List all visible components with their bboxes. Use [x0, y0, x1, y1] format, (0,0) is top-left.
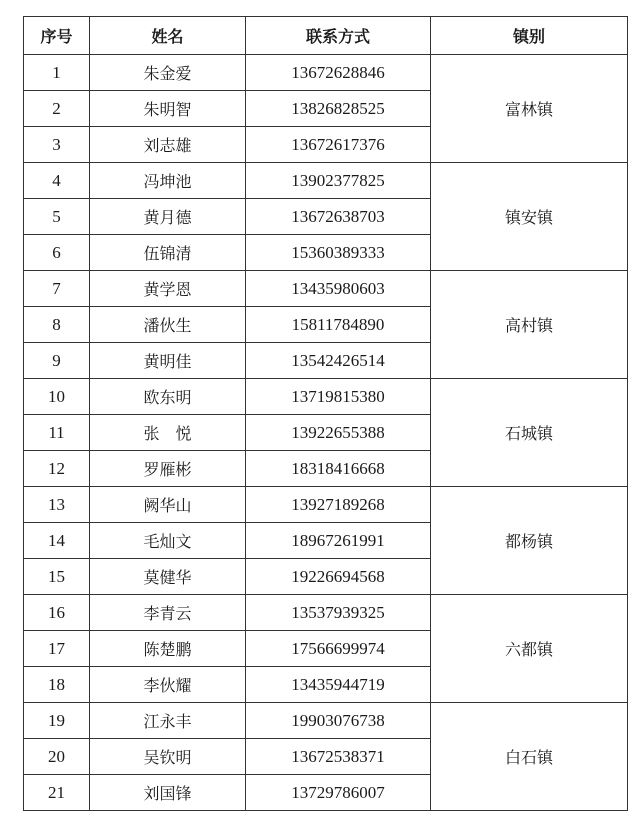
row-index: 19	[24, 703, 90, 739]
row-index: 7	[24, 271, 90, 307]
person-name: 张 悦	[90, 415, 246, 451]
person-name: 黄月德	[90, 199, 246, 235]
phone-number: 17566699974	[246, 631, 431, 667]
person-name: 李青云	[90, 595, 246, 631]
row-index: 5	[24, 199, 90, 235]
town-name: 白石镇	[431, 703, 628, 811]
row-index: 4	[24, 163, 90, 199]
phone-number: 13672617376	[246, 127, 431, 163]
person-name: 江永丰	[90, 703, 246, 739]
row-index: 21	[24, 775, 90, 811]
row-index: 8	[24, 307, 90, 343]
phone-number: 19903076738	[246, 703, 431, 739]
row-index: 2	[24, 91, 90, 127]
phone-number: 13672538371	[246, 739, 431, 775]
town-name: 都杨镇	[431, 487, 628, 595]
person-name: 黄明佳	[90, 343, 246, 379]
row-index: 1	[24, 55, 90, 91]
person-name: 毛灿文	[90, 523, 246, 559]
phone-number: 13902377825	[246, 163, 431, 199]
header-contact: 联系方式	[246, 17, 431, 55]
person-name: 黄学恩	[90, 271, 246, 307]
town-name: 富林镇	[431, 55, 628, 163]
header-row	[24, 17, 628, 55]
phone-number: 18967261991	[246, 523, 431, 559]
person-name: 吴钦明	[90, 739, 246, 775]
person-name: 莫健华	[90, 559, 246, 595]
row-index: 10	[24, 379, 90, 415]
row-index: 9	[24, 343, 90, 379]
row-index: 11	[24, 415, 90, 451]
phone-number: 13435944719	[246, 667, 431, 703]
phone-number: 15360389333	[246, 235, 431, 271]
person-name: 刘志雄	[90, 127, 246, 163]
row-index: 15	[24, 559, 90, 595]
table-body	[24, 55, 628, 811]
row-index: 12	[24, 451, 90, 487]
table-row	[24, 487, 628, 523]
row-index: 14	[24, 523, 90, 559]
phone-number: 18318416668	[246, 451, 431, 487]
town-name: 六都镇	[431, 595, 628, 703]
person-name: 冯坤池	[90, 163, 246, 199]
table-row	[24, 379, 628, 415]
table-row	[24, 595, 628, 631]
row-index: 13	[24, 487, 90, 523]
header-name: 姓名	[90, 17, 246, 55]
phone-number: 13542426514	[246, 343, 431, 379]
phone-number: 13826828525	[246, 91, 431, 127]
header-index: 序号	[24, 17, 90, 55]
phone-number: 13927189268	[246, 487, 431, 523]
phone-number: 13922655388	[246, 415, 431, 451]
person-name: 伍锦清	[90, 235, 246, 271]
row-index: 18	[24, 667, 90, 703]
phone-number: 19226694568	[246, 559, 431, 595]
row-index: 20	[24, 739, 90, 775]
person-name: 陈楚鹏	[90, 631, 246, 667]
town-name: 石城镇	[431, 379, 628, 487]
row-index: 17	[24, 631, 90, 667]
phone-number: 13729786007	[246, 775, 431, 811]
phone-number: 15811784890	[246, 307, 431, 343]
phone-number: 13537939325	[246, 595, 431, 631]
row-index: 16	[24, 595, 90, 631]
person-name: 刘国锋	[90, 775, 246, 811]
person-name: 欧东明	[90, 379, 246, 415]
phone-number: 13719815380	[246, 379, 431, 415]
town-name: 高村镇	[431, 271, 628, 379]
header-town: 镇别	[431, 17, 628, 55]
table-row	[24, 55, 628, 91]
person-name: 阙华山	[90, 487, 246, 523]
table-row	[24, 703, 628, 739]
table-row	[24, 271, 628, 307]
phone-number: 13672628846	[246, 55, 431, 91]
town-name: 镇安镇	[431, 163, 628, 271]
row-index: 6	[24, 235, 90, 271]
table-row	[24, 163, 628, 199]
person-name: 李伙耀	[90, 667, 246, 703]
person-name: 潘伙生	[90, 307, 246, 343]
row-index: 3	[24, 127, 90, 163]
phone-number: 13672638703	[246, 199, 431, 235]
person-name: 朱明智	[90, 91, 246, 127]
person-name: 朱金爱	[90, 55, 246, 91]
contact-table	[23, 16, 628, 811]
phone-number: 13435980603	[246, 271, 431, 307]
person-name: 罗雁彬	[90, 451, 246, 487]
